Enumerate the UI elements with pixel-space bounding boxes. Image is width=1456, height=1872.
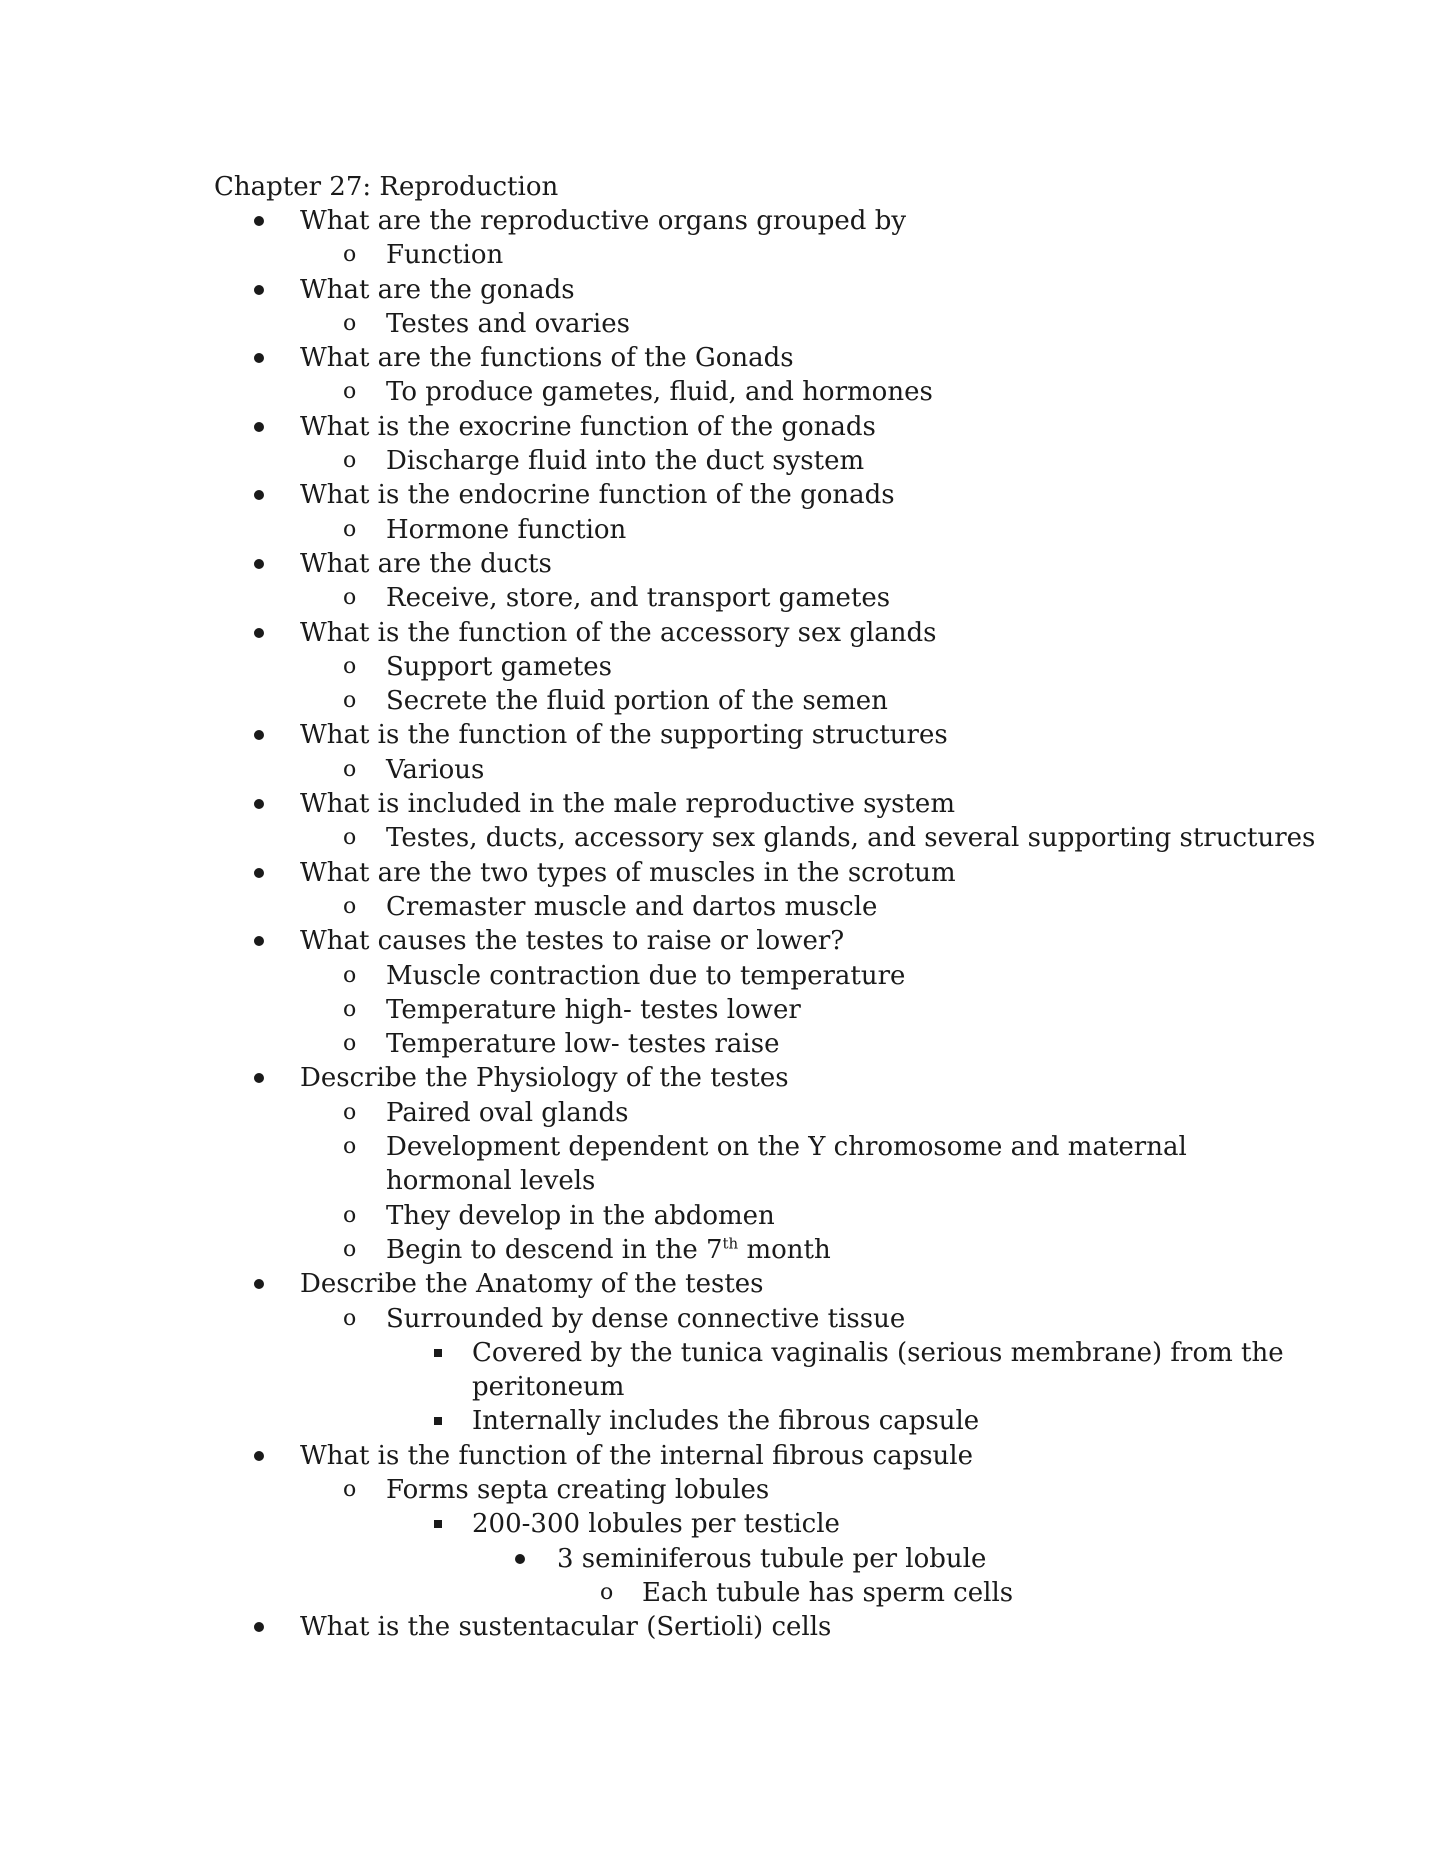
list-item-text: Hormone function (386, 514, 627, 545)
list-item-text: What is the endocrine function of the gonads (300, 480, 895, 511)
list-item (0, 1027, 1456, 1061)
list-item (0, 341, 1456, 375)
hollow-bullet-icon: o (343, 516, 357, 542)
list-item-text: Various (386, 754, 485, 785)
list-item (0, 375, 1456, 409)
list-item-text: What is the function of the accessory sex glands (300, 617, 937, 648)
list-item (0, 513, 1456, 547)
hollow-bullet-icon: o (343, 448, 357, 474)
list-item-text: Temperature high- testes lower (386, 994, 801, 1025)
list-item (0, 890, 1456, 924)
bullet-icon (254, 490, 264, 500)
superscript: th (722, 1234, 739, 1253)
list-item (0, 1199, 1456, 1233)
bullet-icon (254, 353, 264, 363)
list-item-text: Each tubule has sperm cells (642, 1577, 1014, 1608)
list-item-text: peritoneum (472, 1372, 625, 1403)
hollow-bullet-icon: o (343, 242, 357, 268)
list-item (0, 410, 1456, 444)
list-item (0, 993, 1456, 1027)
hollow-bullet-icon: o (343, 1099, 357, 1125)
page-title: Chapter 27: Reproduction (214, 172, 559, 202)
list-item-text: What are the gonads (300, 274, 575, 305)
bullet-icon (254, 868, 264, 878)
bullet-icon (254, 422, 264, 432)
square-bullet-icon (434, 1349, 442, 1357)
bullet-icon (254, 799, 264, 809)
list-item (0, 478, 1456, 512)
list-item (0, 616, 1456, 650)
list-item-text: Begin to descend in the 7th month (386, 1234, 831, 1265)
list-item (0, 1507, 1456, 1541)
list-item-text: 200-300 lobules per testicle (472, 1509, 840, 1540)
list-item (0, 444, 1456, 478)
hollow-bullet-icon: o (343, 653, 357, 679)
list-item-text: Muscle contraction due to temperature (386, 960, 906, 991)
list-item (0, 238, 1456, 272)
list-item (0, 1576, 1456, 1610)
bullet-icon (254, 730, 264, 740)
list-item-text: What is the exocrine function of the gonads (300, 411, 876, 442)
list-item (0, 650, 1456, 684)
bullet-icon (254, 1279, 264, 1289)
list-item (0, 581, 1456, 615)
list-item-text: Surrounded by dense connective tissue (386, 1303, 906, 1334)
hollow-bullet-icon: o (343, 379, 357, 405)
list-item (0, 204, 1456, 238)
list-item-text: Discharge fluid into the duct system (386, 446, 865, 477)
list-item-text: Forms septa creating lobules (386, 1474, 770, 1505)
bullet-icon (254, 1622, 264, 1632)
list-item (0, 1610, 1456, 1644)
hollow-bullet-icon: o (600, 1579, 614, 1605)
list-item (0, 1267, 1456, 1301)
list-item (0, 1439, 1456, 1473)
list-item (0, 1096, 1456, 1130)
list-item (0, 753, 1456, 787)
list-item (0, 856, 1456, 890)
list-item (0, 1542, 1456, 1576)
bullet-icon (254, 936, 264, 946)
list-item (0, 787, 1456, 821)
list-item-text: Describe the Anatomy of the testes (300, 1269, 764, 1300)
hollow-bullet-icon: o (343, 996, 357, 1022)
list-item (0, 684, 1456, 718)
square-bullet-icon (434, 1520, 442, 1528)
list-item-text: Describe the Physiology of the testes (300, 1063, 789, 1094)
list-item-text-tail: month (738, 1234, 831, 1265)
hollow-bullet-icon: o (343, 1134, 357, 1160)
hollow-bullet-icon: o (343, 1202, 357, 1228)
list-item (0, 307, 1456, 341)
square-bullet-icon (434, 1417, 442, 1425)
list-item (0, 547, 1456, 581)
list-item-text: hormonal levels (386, 1166, 596, 1197)
list-item-text: Receive, store, and transport gametes (386, 583, 891, 614)
list-item-text: What are the ducts (300, 548, 552, 579)
list-item (0, 1130, 1456, 1199)
hollow-bullet-icon: o (343, 962, 357, 988)
list-item-text: Temperature low- testes raise (386, 1029, 780, 1060)
list-item-text: Cremaster muscle and dartos muscle (386, 891, 878, 922)
hollow-bullet-icon: o (343, 825, 357, 851)
list-item-text: Function (386, 240, 504, 271)
list-item-text: Secrete the fluid portion of the semen (386, 686, 888, 717)
hollow-bullet-icon: o (343, 1031, 357, 1057)
list-item (0, 1473, 1456, 1507)
list-item-text: Testes and ovaries (386, 308, 630, 339)
list-item (0, 924, 1456, 958)
hollow-bullet-icon: o (343, 1305, 357, 1331)
list-item-text: To produce gametes, fluid, and hormones (386, 377, 933, 408)
list-item-text: What is included in the male reproductive system (300, 789, 955, 820)
list-item-text: What is the sustentacular (Sertioli) cells (300, 1612, 832, 1643)
outline-list (0, 204, 1456, 1644)
list-item (0, 1336, 1456, 1405)
list-item (0, 1302, 1456, 1336)
list-item (0, 821, 1456, 855)
list-item-text: Support gametes (386, 651, 613, 682)
list-item-text: What is the function of the internal fibrous capsule (300, 1440, 974, 1471)
list-item (0, 1404, 1456, 1438)
list-item-text: What are the reproductive organs grouped by (300, 206, 907, 236)
list-item-text: What are the functions of the Gonads (300, 343, 794, 374)
list-item (0, 959, 1456, 993)
list-item-text: What is the function of the supporting structures (300, 720, 948, 751)
list-item-text: Covered by the tunica vaginalis (serious membrane) from the (472, 1337, 1284, 1368)
hollow-bullet-icon: o (343, 893, 357, 919)
bullet-icon (254, 628, 264, 638)
hollow-bullet-icon: o (343, 1236, 357, 1262)
hollow-bullet-icon: o (343, 688, 357, 714)
hollow-bullet-icon: o (343, 585, 357, 611)
bullet-icon (254, 285, 264, 295)
list-item (0, 1061, 1456, 1095)
list-item-text: 3 seminiferous tubule per lobule (557, 1543, 987, 1574)
bullet-icon (254, 216, 264, 226)
list-item (0, 1233, 1456, 1267)
list-item-text: Paired oval glands (386, 1097, 629, 1128)
list-item-text: Internally includes the fibrous capsule (472, 1406, 980, 1437)
hollow-bullet-icon: o (343, 1476, 357, 1502)
list-item-text: What causes the testes to raise or lower? (300, 926, 845, 957)
hollow-bullet-icon: o (343, 756, 357, 782)
list-item (0, 273, 1456, 307)
bullet-icon (254, 1451, 264, 1461)
list-item-text: They develop in the abdomen (386, 1200, 775, 1231)
list-item-text: Testes, ducts, accessory sex glands, and several supporting structures (386, 823, 1316, 854)
bullet-icon (254, 559, 264, 569)
list-item-text: What are the two types of muscles in the scrotum (300, 857, 956, 888)
hollow-bullet-icon: o (343, 310, 357, 336)
bullet-icon (515, 1554, 525, 1564)
list-item-text: Development dependent on the Y chromosome and maternal (386, 1132, 1187, 1163)
bullet-icon (254, 1073, 264, 1083)
list-item (0, 718, 1456, 752)
